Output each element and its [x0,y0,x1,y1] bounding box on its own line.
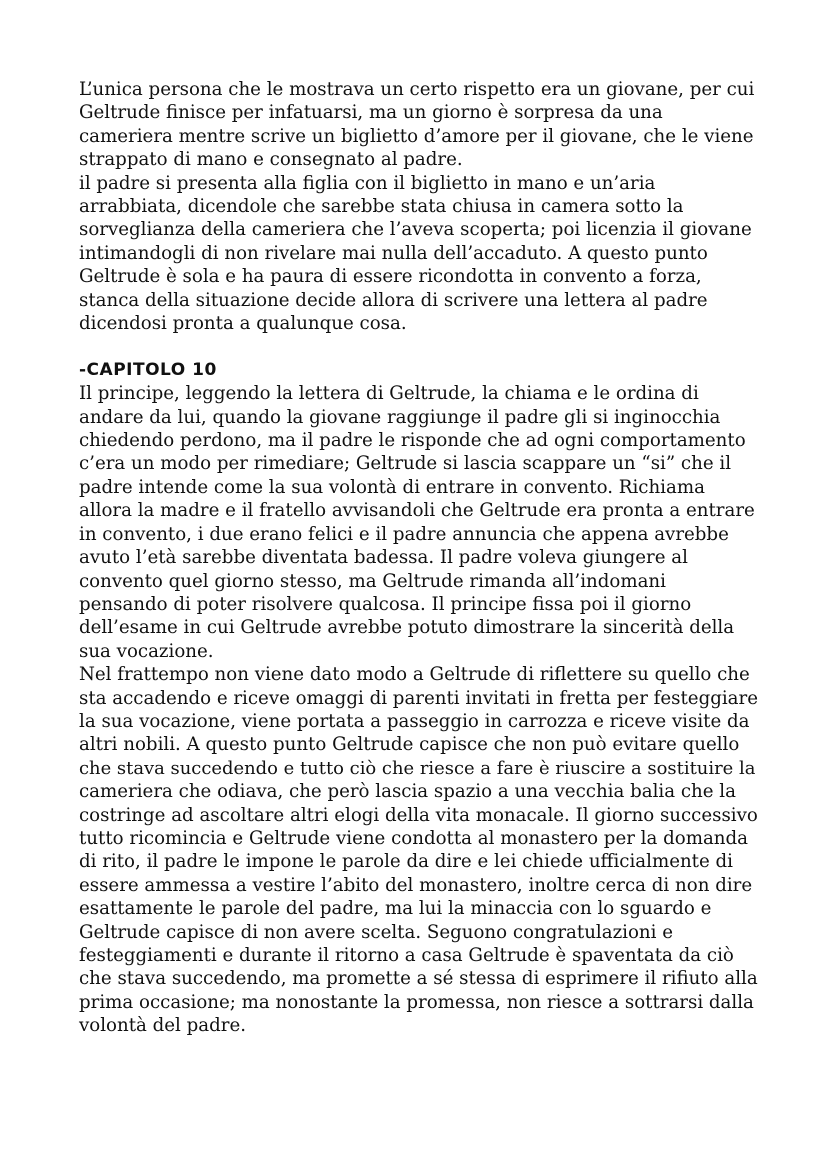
text-line: Il principe, leggendo la lettera di Geltrude, la chiama e le ordina di [79,383,699,405]
text-line: Geltrude capisce di non avere scelta. Seguono congratulazioni e [79,921,674,943]
text-line: Nel frattempo non viene dato modo a Geltrude di riflettere su quello che [79,664,750,686]
text-line: sorveglianza della cameriera che l’aveva scoperta; poi licenzia il giovane [79,219,752,241]
text-line: dell’esame in cui Geltrude avrebbe potuto dimostrare la sincerità della [79,617,735,639]
text-line: padre intende come la sua volontà di entrare in convento. Richiama [79,476,705,498]
text-line: avuto l’età sarebbe diventata badessa. Il padre voleva giungere al [79,547,688,569]
text-line: costringe ad ascoltare altri elogi della vita monacale. Il giorno successivo [79,804,758,826]
text-line: che stava succedendo, ma promette a sé stessa di esprimere il rifiuto alla [79,968,758,990]
text-line: L’unica persona che le mostrava un certo rispetto era un giovane, per cui [79,79,755,100]
text-line: allora la madre e il fratello avvisandoli che Geltrude era pronta a entrare [79,500,755,522]
text-line: intimandogli di non rivelare mai nulla dell’accaduto. A questo punto [79,242,708,264]
paragraph-spacer [79,335,759,358]
text-line: altri nobili. A questo punto Geltrude capisce che non può evitare quello [79,734,740,756]
text-line: esattamente le parole del padre, ma lui la minaccia con lo sguardo e [79,898,712,920]
text-line: in convento, i due erano felici e il padre annuncia che appena avrebbe [79,523,729,545]
document-page [79,78,759,1038]
text-line: tutto ricomincia e Geltrude viene condotta al monastero per la domanda [79,827,749,849]
text-line: arrabbiata, dicendole che sarebbe stata chiusa in camera sotto la [79,196,684,218]
text-line: stanca della situazione decide allora di scrivere una lettera al padre [79,289,708,311]
text-line: andare da lui, quando la giovane raggiunge il padre gli si inginocchia [79,406,721,428]
text-line: c’era un modo per rimediare; Geltrude si lascia scappare un “si” che il [79,453,732,475]
text-line: volontà del padre. [79,1015,247,1037]
text-line: strappato di mano e consegnato al padre. [79,149,463,171]
chapter-heading: -CAPITOLO 10 [79,359,217,380]
text-line: cameriera mentre scrive un biglietto d’amore per il giovane, che le viene [79,125,754,147]
text-line: Geltrude finisce per infatuarsi, ma un giorno è sorpresa da una [79,102,663,124]
text-line: la sua vocazione, viene portata a passeggio in carrozza e riceve visite da [79,710,750,732]
text-line: festeggiamenti e durante il ritorno a casa Geltrude è spaventata da ciò [79,945,734,967]
text-line: il padre si presenta alla figlia con il biglietto in mano e un’aria [79,172,656,194]
paragraph-3 [79,382,759,663]
paragraph-4 [79,663,759,1038]
text-line: che stava succedendo e tutto ciò che riesce a fare è riuscire a sostituire la [79,757,756,779]
text-line: prima occasione; ma nonostante la promessa, non riesce a sottrarsi dalla [79,991,754,1013]
text-line: Geltrude è sola e ha paura di essere ricondotta in convento a forza, [79,266,702,288]
text-line: essere ammessa a vestire l’abito del monastero, inoltre cerca di non dire [79,874,753,896]
text-line: pensando di poter risolvere qualcosa. Il principe fissa poi il giorno [79,593,692,615]
text-line: convento quel giorno stesso, ma Geltrude rimanda all’indomani [79,570,666,592]
paragraph-2 [79,172,759,336]
text-line: dicendosi pronta a qualunque cosa. [79,313,407,335]
paragraph-1 [79,78,759,172]
text-line: sta accadendo e riceve omaggi di parenti invitati in fretta per festeggiare [79,687,758,709]
text-line: di rito, il padre le impone le parole da dire e lei chiede ufficialmente di [79,851,733,873]
text-line: sua vocazione. [79,640,214,662]
text-line: cameriera che odiava, che però lascia spazio a una vecchia balia che la [79,781,736,803]
text-line: chiedendo perdono, ma il padre le risponde che ad ogni comportamento [79,430,746,452]
